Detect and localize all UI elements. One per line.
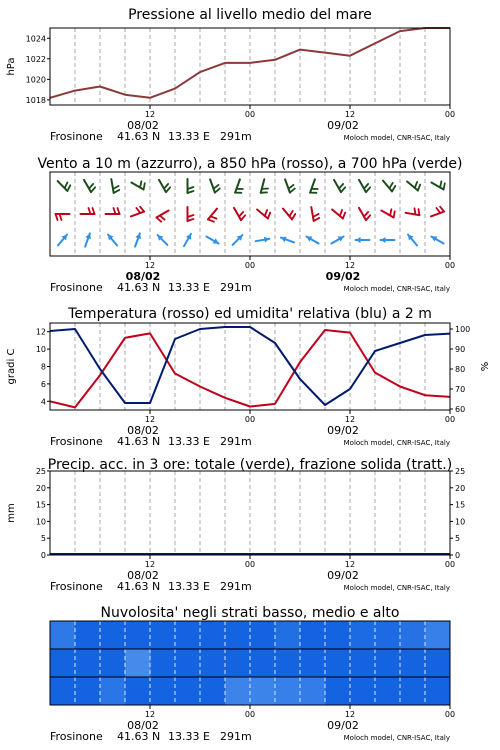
precip-ytick-label: 25	[35, 467, 46, 476]
pressure-point	[299, 49, 301, 51]
wind-barb-10-m	[206, 237, 218, 244]
pressure-time-tick-label: 12	[144, 110, 156, 119]
pressure-ytick-label: 1018	[25, 95, 46, 105]
pressure-credit: Moloch model, CNR-ISAC, Italy	[343, 134, 450, 142]
wind-barb-feather	[65, 183, 68, 189]
cloud-cell-medio	[400, 649, 426, 677]
cloud-cell-alto	[150, 621, 176, 649]
wind-barb-feather	[211, 216, 217, 218]
cloud-cell-basso	[175, 677, 201, 705]
temp-rh-ytick-label-right: 70	[455, 385, 466, 394]
wind-barb-700-hPa	[285, 179, 295, 192]
wind-barb-feather	[140, 181, 141, 187]
wind-barb-700-hPa	[84, 180, 95, 192]
precip-ytick-label-right: 0	[455, 551, 461, 560]
wind-barb-700-hPa	[58, 181, 71, 191]
cloud-cell-medio	[375, 649, 401, 677]
cloud-cell-basso	[400, 677, 426, 705]
wind-barb-feather	[289, 211, 292, 216]
wind-barb-feather	[440, 207, 444, 212]
wind-barb-feather	[339, 184, 343, 189]
wind-barb-850-hPa	[156, 211, 168, 222]
wind-barb-700-hPa	[188, 179, 194, 193]
temp-rh-station-alt: 291m	[220, 435, 252, 448]
wind-credit: Moloch model, CNR-ISAC, Italy	[343, 285, 450, 293]
cloud-cell-alto	[325, 621, 351, 649]
precip-ytick-label-right: 15	[455, 500, 466, 510]
cloud-cell-medio	[75, 649, 101, 677]
precip-ytick-label: 10	[35, 517, 46, 527]
wind-time-tick-label: 12	[344, 261, 356, 270]
wind-barb-feather	[418, 185, 420, 191]
wind-barb-feather	[415, 208, 416, 214]
temp-rh-station-lon: 13.33 E	[168, 435, 210, 448]
wind-barb-700-hPa	[159, 180, 170, 192]
wind-barb-700-hPa	[210, 179, 220, 192]
precip-ytick-label: 15	[35, 500, 46, 510]
wind-barb-850-hPa	[257, 210, 270, 219]
cloud-cell-basso	[425, 677, 451, 705]
wind-station-lon: 13.33 E	[168, 281, 210, 294]
precip-date-label: 08/02	[127, 569, 159, 582]
cloud-cell-alto	[225, 621, 251, 649]
wind-barb-feather	[415, 182, 417, 188]
wind-barb-10-m	[431, 236, 443, 243]
wind-barb-850-hPa	[381, 209, 394, 217]
temp-rh-station-lat: 41.63 N	[117, 435, 161, 448]
temp-rh-ytick-label-right: 90	[455, 345, 466, 354]
pressure-point	[249, 62, 251, 64]
cloud-cell-basso	[250, 677, 276, 705]
wind-barb-850-hPa	[406, 208, 420, 215]
precip-ytick-label-right: 10	[455, 517, 466, 527]
temp-rh-time-tick-label: 12	[344, 415, 356, 424]
wind-barb-shaft	[210, 179, 215, 192]
wind-barb-feather	[364, 212, 368, 217]
cloud-cell-medio	[50, 649, 76, 677]
wind-barb-700-hPa	[383, 181, 395, 192]
clouds-title: Nuvolosita' negli strati basso, medio e alto	[100, 605, 400, 621]
wind-barb-feather	[366, 215, 370, 220]
cloud-cell-alto	[375, 621, 401, 649]
precip-ytick-label-right: 20	[455, 483, 466, 493]
wind-barb-feather	[208, 219, 214, 221]
wind-barb-feather	[340, 210, 342, 216]
wind-station-alt: 291m	[220, 281, 252, 294]
cloud-cell-alto	[75, 621, 101, 649]
precip-station-lon: 13.33 E	[168, 580, 210, 593]
pressure-point	[199, 71, 201, 73]
wind-barb-feather	[389, 183, 392, 188]
wind-barb-feather	[144, 183, 145, 189]
precip-station-lat: 41.63 N	[117, 580, 161, 593]
pressure-point	[174, 88, 176, 90]
clouds-station-lat: 41.63 N	[117, 730, 161, 743]
pressure-station-lon: 13.33 E	[168, 130, 210, 143]
wind-station-lat: 41.63 N	[117, 281, 161, 294]
precip-ytick-label: 5	[40, 534, 46, 544]
cloud-cell-basso	[300, 677, 326, 705]
cloud-cell-basso	[200, 677, 226, 705]
cloud-cell-medio	[275, 649, 301, 677]
cloud-cell-medio	[225, 649, 251, 677]
wind-barb-700-hPa	[131, 181, 144, 189]
cloud-cell-medio	[350, 649, 376, 677]
wind-station-name: Frosinone	[50, 281, 103, 294]
wind-time-tick-label: 00	[244, 261, 256, 270]
wind-barb-feather	[164, 184, 168, 189]
cloud-cell-alto	[300, 621, 326, 649]
pressure-point	[74, 90, 76, 92]
wind-barb-850-hPa	[311, 207, 319, 221]
precip-time-tick-label: 12	[144, 560, 156, 569]
wind-title: Vento a 10 m (azzurro), a 850 hPa (rosso), a 700 hPa (verde)	[37, 156, 463, 172]
temp-rh-ytick-label-right: 60	[455, 405, 466, 414]
pressure-point	[374, 43, 376, 45]
wind-barb-10-m	[331, 236, 343, 243]
wind-date-label: 08/02	[125, 270, 161, 283]
wind-barb-feather	[214, 185, 219, 189]
temp-rh-ytick-label: 10	[35, 345, 46, 355]
cloud-cell-alto	[200, 621, 226, 649]
wind-arrow-head	[381, 237, 386, 243]
wind-barb-700-hPa	[431, 181, 444, 189]
precip-time-tick-label: 12	[344, 560, 356, 569]
wind-barb-shaft	[235, 179, 240, 192]
wind-barb-10-m	[381, 237, 395, 243]
wind-barb-850-hPa	[359, 208, 370, 220]
temp-rh-title: Temperatura (rosso) ed umidita' relativa (blu) a 2 m	[68, 306, 432, 322]
wind-barb-feather	[215, 189, 220, 193]
cloud-cell-basso	[50, 677, 76, 705]
pressure-title: Pressione al livello medio del mare	[128, 7, 372, 23]
cloud-cell-basso	[125, 677, 151, 705]
clouds-credit: Moloch model, CNR-ISAC, Italy	[343, 734, 450, 742]
wind-barb-700-hPa	[261, 179, 268, 193]
clouds-time-tick-label: 12	[144, 710, 156, 719]
temp-rh-ytick-label: 8	[40, 362, 46, 372]
wind-barb-850-hPa	[431, 207, 444, 217]
pressure-date-label: 09/02	[327, 119, 359, 132]
pressure-date-label: 08/02	[127, 119, 159, 132]
wind-barb-shaft	[131, 212, 144, 217]
wind-date-label: 09/02	[325, 270, 361, 283]
cloud-cell-alto	[175, 621, 201, 649]
wind-barb-700-hPa	[310, 179, 318, 192]
temp-rh-time-tick-label: 12	[144, 415, 156, 424]
wind-barb-feather	[292, 214, 295, 219]
wind-barb-850-hPa	[56, 214, 70, 220]
pressure-point	[274, 59, 276, 61]
wind-barb-850-hPa	[208, 209, 217, 222]
precip-time-tick-label: 00	[244, 560, 256, 569]
wind-time-tick-label: 12	[144, 261, 156, 270]
pressure-ytick-label: 1024	[25, 34, 46, 44]
wind-barb-feather	[241, 215, 245, 220]
clouds-station-name: Frosinone	[50, 730, 103, 743]
wind-barb-10-m	[281, 237, 294, 243]
wind-barb-feather	[390, 209, 391, 215]
wind-barb-700-hPa	[359, 180, 370, 192]
cloud-cell-basso	[100, 677, 126, 705]
wind-barb-10-m	[135, 233, 141, 246]
temp-rh-date-label: 08/02	[127, 424, 159, 437]
wind-barb-10-m	[408, 235, 417, 246]
pressure-station-alt: 291m	[220, 130, 252, 143]
wind-barb-shaft	[406, 213, 420, 215]
wind-barb-feather	[440, 181, 441, 187]
wind-barb-feather	[444, 183, 445, 189]
wind-barb-feather	[265, 210, 267, 216]
precip-time-tick-label: 00	[444, 560, 456, 569]
cloud-cell-medio	[250, 649, 276, 677]
cloud-cell-medio	[300, 649, 326, 677]
cloud-cell-basso	[325, 677, 351, 705]
temp-rh-time-tick-label: 00	[244, 415, 256, 424]
wind-barb-850-hPa	[332, 210, 345, 219]
wind-barb-shaft	[310, 179, 315, 192]
clouds-station-lon: 13.33 E	[168, 730, 210, 743]
wind-arrow-head	[356, 237, 361, 243]
wind-barb-10-m	[356, 237, 370, 243]
wind-barb-feather	[166, 187, 170, 192]
pressure-point	[399, 30, 401, 32]
wind-barb-700-hPa	[235, 179, 243, 192]
wind-barb-shaft	[285, 179, 290, 192]
pressure-time-tick-label: 00	[244, 110, 256, 119]
cloud-cell-alto	[125, 621, 151, 649]
precip-ytick-label-right: 5	[455, 534, 461, 544]
wind-barb-feather	[394, 211, 395, 217]
wind-barb-feather	[113, 186, 119, 189]
cloud-cell-basso	[350, 677, 376, 705]
wind-barb-feather	[314, 218, 320, 221]
clouds-time-tick-label: 00	[244, 710, 256, 719]
wind-barb-shaft	[431, 212, 444, 217]
cloud-cell-alto	[275, 621, 301, 649]
wind-barb-feather	[343, 213, 345, 219]
pressure-time-tick-label: 00	[444, 110, 456, 119]
cloud-cell-basso	[275, 677, 301, 705]
cloud-cell-alto	[250, 621, 276, 649]
wind-barb-850-hPa	[131, 207, 144, 217]
temp-rh-ytick-label: 6	[40, 379, 46, 389]
pressure-point	[224, 62, 226, 64]
pressure-point	[324, 52, 326, 54]
wind-barb-feather	[114, 190, 120, 193]
pressure-ytick-label: 1020	[25, 75, 46, 85]
wind-barb-feather	[136, 208, 140, 213]
cloud-cell-alto	[400, 621, 426, 649]
wind-barb-feather	[239, 212, 243, 217]
wind-barb-feather	[290, 189, 295, 193]
wind-barb-700-hPa	[334, 180, 345, 192]
temp-rh-ytick-label-right: 100	[455, 325, 471, 334]
precip-title: Precip. acc. in 3 ore: totale (verde), frazione solida (tratt.)	[47, 457, 453, 473]
precip-station-name: Frosinone	[50, 580, 103, 593]
cloud-cell-medio	[325, 649, 351, 677]
clouds-station-alt: 291m	[220, 730, 252, 743]
wind-barb-shaft	[359, 208, 366, 220]
temp-rh-credit: Moloch model, CNR-ISAC, Italy	[343, 439, 450, 447]
wind-barb-850-hPa	[283, 209, 295, 220]
wind-barb-feather	[392, 186, 395, 191]
wind-barb-10-m	[256, 237, 270, 243]
temp-rh-station-name: Frosinone	[50, 435, 103, 448]
wind-barb-feather	[91, 187, 95, 192]
pressure-time-tick-label: 12	[344, 110, 356, 119]
wind-barb-10-m	[233, 235, 243, 245]
pressure-ytick-label: 1022	[25, 54, 46, 64]
clouds-date-label: 08/02	[127, 719, 159, 732]
clouds-time-tick-label: 12	[344, 710, 356, 719]
cloud-cell-basso	[225, 677, 251, 705]
wind-barb-shaft	[261, 179, 265, 193]
wind-barb-feather	[160, 216, 165, 220]
wind-barb-10-m	[184, 234, 191, 246]
pressure-point	[124, 94, 126, 96]
wind-barb-feather	[366, 187, 370, 192]
pressure-point	[149, 97, 151, 99]
wind-barb-shaft	[334, 180, 341, 192]
wind-barb-feather	[156, 218, 161, 222]
wind-barb-feather	[89, 184, 93, 189]
wind-barb-850-hPa	[81, 208, 95, 214]
wind-barb-10-m	[58, 235, 67, 246]
wind-barb-feather	[341, 187, 345, 192]
cloud-cell-alto	[50, 621, 76, 649]
pressure-station-lat: 41.63 N	[117, 130, 161, 143]
wind-barb-10-m	[108, 235, 117, 246]
temp-rh-time-tick-label: 00	[444, 415, 456, 424]
precip-ytick-label: 0	[40, 551, 46, 560]
wind-barb-feather	[67, 185, 70, 191]
wind-barb-feather	[289, 185, 294, 189]
wind-barb-feather	[140, 207, 144, 212]
wind-barb-shaft	[111, 179, 113, 193]
temp-rh-ylabel-right: %	[480, 361, 491, 372]
wind-barb-shaft	[234, 208, 241, 220]
temp-rh-ylabel: gradi C	[6, 348, 17, 385]
pressure-point	[99, 86, 101, 88]
clouds-time-tick-label: 00	[444, 710, 456, 719]
wind-time-tick-label: 00	[444, 261, 456, 270]
wind-barb-850-hPa	[188, 207, 194, 221]
wind-barb-10-m	[85, 233, 91, 246]
wind-barb-700-hPa	[111, 179, 119, 193]
wind-barb-10-m	[306, 236, 318, 243]
cloud-cell-basso	[75, 677, 101, 705]
wind-barb-feather	[268, 213, 270, 219]
cloud-cell-basso	[150, 677, 176, 705]
wind-barb-850-hPa	[106, 208, 120, 214]
precip-credit: Moloch model, CNR-ISAC, Italy	[343, 584, 450, 592]
cloud-cell-alto	[425, 621, 451, 649]
temp-rh-ytick-label: 12	[35, 327, 46, 337]
cloud-cell-medio	[100, 649, 126, 677]
wind-barb-feather	[364, 184, 368, 189]
wind-barb-700-hPa	[407, 182, 420, 191]
precip-station-alt: 291m	[220, 580, 252, 593]
wind-barb-shaft	[84, 180, 91, 192]
wind-barb-shaft	[311, 207, 313, 221]
precip-date-label: 09/02	[327, 569, 359, 582]
pressure-point	[349, 55, 351, 57]
wind-barb-shaft	[359, 180, 366, 192]
cloud-cell-medio	[125, 649, 151, 677]
cloud-cell-alto	[100, 621, 126, 649]
pressure-ylabel: hPa	[6, 57, 17, 76]
wind-barb-shaft	[156, 211, 168, 218]
pressure-station-name: Frosinone	[50, 130, 103, 143]
cloud-cell-medio	[425, 649, 451, 677]
precip-ytick-label-right: 25	[455, 467, 466, 476]
precip-ylabel: mm	[6, 503, 17, 523]
cloud-cell-medio	[150, 649, 176, 677]
temp-rh-date-label: 09/02	[327, 424, 359, 437]
cloud-cell-alto	[350, 621, 376, 649]
clouds-date-label: 09/02	[327, 719, 359, 732]
temp-rh-ytick-label-right: 80	[455, 365, 466, 374]
wind-barb-feather	[419, 209, 420, 215]
cloud-cell-medio	[200, 649, 226, 677]
cloud-cell-medio	[175, 649, 201, 677]
wind-barb-10-m	[158, 235, 168, 245]
precip-ytick-label: 20	[35, 483, 46, 493]
wind-barb-shaft	[159, 180, 166, 192]
wind-barb-feather	[436, 208, 440, 213]
wind-barb-feather	[313, 214, 319, 217]
wind-barb-850-hPa	[234, 208, 245, 220]
temp-rh-ytick-label: 4	[40, 397, 46, 407]
cloud-cell-basso	[375, 677, 401, 705]
